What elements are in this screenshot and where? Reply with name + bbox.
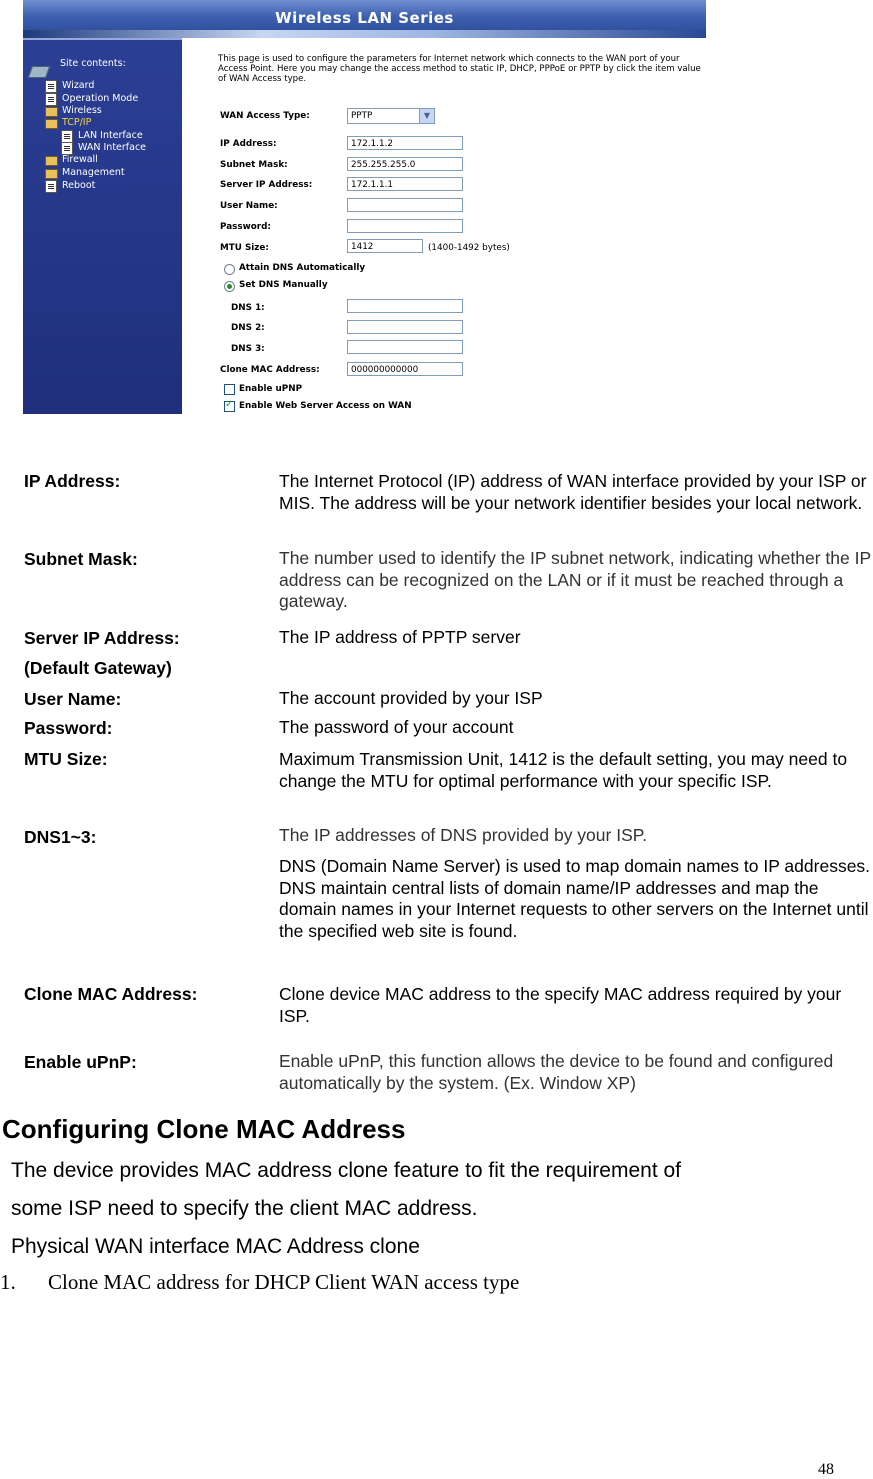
enable-web-access-label: Enable Web Server Access on WAN (239, 401, 412, 411)
enable-web-access-checkbox[interactable] (224, 401, 235, 412)
server-ip-input[interactable]: 172.1.1.1 (347, 177, 463, 191)
clone-mac-label: Clone MAC Address: (220, 365, 320, 375)
server-ip-label: Server IP Address: (220, 180, 313, 190)
def-desc-mtu-size: Maximum Transmission Unit, 1412 is the default setting, you may need to change the MTU for optimal performance with your specific ISP. (279, 749, 848, 791)
folder-icon (45, 169, 58, 179)
screenshot-main-panel (182, 38, 706, 414)
dns3-input[interactable] (347, 340, 463, 354)
document-icon (45, 80, 57, 93)
user-name-label: User Name: (220, 201, 278, 211)
dns-manual-label: Set DNS Manually (239, 280, 328, 290)
wan-access-type-select[interactable]: PPTP ▼ (347, 108, 435, 124)
def-desc-server-ip: The IP address of PPTP server (279, 627, 521, 647)
def-desc-clone-mac: Clone device MAC address to the specify MAC address required by your ISP. (279, 984, 842, 1026)
dns-auto-radio[interactable] (224, 264, 235, 275)
sidebar-item-wireless[interactable]: Wireless (62, 105, 102, 116)
screenshot-title: Wireless LAN Series (275, 9, 454, 27)
sidebar-item-wan-interface[interactable]: WAN Interface (78, 142, 147, 153)
mtu-hint: (1400-1492 bytes) (428, 243, 510, 253)
clone-mac-input[interactable]: 000000000000 (347, 362, 463, 376)
dns1-label: DNS 1: (231, 303, 265, 313)
def-term-mtu-size: MTU Size: (24, 749, 108, 769)
sidebar-item-lan-interface[interactable]: LAN Interface (78, 130, 143, 141)
dns1-input[interactable] (347, 299, 463, 313)
section-para-line2: some ISP need to specify the client MAC address. (11, 1197, 478, 1220)
sidebar-item-tcpip[interactable]: TCP/IP (62, 117, 92, 128)
sidebar-item-operation-mode[interactable]: Operation Mode (62, 93, 139, 104)
site-contents-icon (28, 66, 50, 78)
chevron-down-icon: ▼ (419, 109, 434, 123)
screenshot-sidebar (23, 38, 182, 414)
subnet-mask-label: Subnet Mask: (220, 160, 288, 170)
user-name-input[interactable] (347, 198, 463, 212)
def-desc-dns: The IP addresses of DNS provided by your ISP. (279, 825, 648, 845)
def-desc-enable-upnp: Enable uPnP, this function allows the device to be found and configured automatically by the system. (Ex. Window XP) (279, 1051, 834, 1093)
sidebar-item-management[interactable]: Management (62, 167, 125, 178)
section-para-line1: The device provides MAC address clone feature to fit the requirement of (11, 1159, 682, 1182)
def-term-password: Password: (24, 718, 113, 738)
list-text: Clone MAC address for DHCP Client WAN access type (48, 1270, 520, 1294)
sidebar-item-reboot[interactable]: Reboot (62, 180, 96, 191)
router-config-screenshot (23, 0, 706, 414)
password-label: Password: (220, 222, 271, 232)
dns2-label: DNS 2: (231, 323, 265, 333)
def-desc-password: The password of your account (279, 717, 514, 737)
wan-access-type-label: WAN Access Type: (220, 111, 310, 121)
enable-upnp-label: Enable uPNP (239, 384, 303, 394)
list-number: 1. (0, 1270, 16, 1294)
sidebar-item-wizard[interactable]: Wizard (62, 80, 95, 91)
def-term-dns: DNS1~3: (24, 827, 97, 847)
document-icon (45, 93, 57, 106)
def-term-clone-mac: Clone MAC Address: (24, 984, 198, 1004)
enable-upnp-checkbox[interactable] (224, 384, 235, 395)
password-input[interactable] (347, 219, 463, 233)
def-term-enable-upnp: Enable uPnP: (24, 1052, 137, 1072)
ip-address-label: IP Address: (220, 139, 277, 149)
document-icon (45, 180, 57, 193)
section-para2: Physical WAN interface MAC Address clone (11, 1235, 420, 1258)
page-number: 48 (818, 1461, 834, 1478)
def-desc-ip-address: The Internet Protocol (IP) address of WAN interface provided by your ISP or MIS. The address will be your network identifier besides your local network. (279, 471, 867, 513)
sidebar-item-firewall[interactable]: Firewall (62, 154, 98, 165)
ip-address-input[interactable]: 172.1.1.2 (347, 136, 463, 150)
folder-open-icon (45, 119, 58, 129)
intro-text: This page is used to configure the parameters for Internet network which connects to the WAN port of your Access Point. Here you may change the access method to static IP, DHCP, PPPoE or PPTP by click the item value of WAN Access type. (218, 54, 701, 84)
dns-auto-label: Attain DNS Automatically (239, 263, 366, 273)
def-desc-subnet-mask: The number used to identify the IP subnet network, indicating whether the IP address can be recognized on the LAN or if it must be reached through a gateway. (279, 548, 871, 611)
section-heading: Configuring Clone MAC Address (2, 1114, 406, 1144)
dns3-label: DNS 3: (231, 344, 265, 354)
def-term-server-ip: Server IP Address: (24, 628, 180, 648)
def-term-default-gateway: (Default Gateway) (24, 658, 172, 678)
subnet-mask-input[interactable]: 255.255.255.0 (347, 157, 463, 171)
def-term-user-name: User Name: (24, 689, 122, 709)
def-term-subnet-mask: Subnet Mask: (24, 549, 138, 569)
mtu-size-label: MTU Size: (220, 243, 269, 253)
dns2-input[interactable] (347, 320, 463, 334)
sidebar-header: Site contents: (60, 58, 126, 69)
folder-icon (45, 156, 58, 166)
folder-icon (45, 107, 58, 117)
dns-manual-radio[interactable] (224, 281, 235, 292)
def-term-ip-address: IP Address: (24, 471, 121, 491)
def-desc-dns-detail: DNS (Domain Name Server) is used to map domain names to IP addresses. DNS maintain central lists of domain name/IP addresses and map the domain names in your Internet requests to other servers on the Internet until the specified web site is found. (279, 856, 871, 941)
def-desc-user-name: The account provided by your ISP (279, 688, 543, 708)
mtu-size-input[interactable]: 1412 (347, 239, 423, 253)
screenshot-header (23, 0, 706, 38)
